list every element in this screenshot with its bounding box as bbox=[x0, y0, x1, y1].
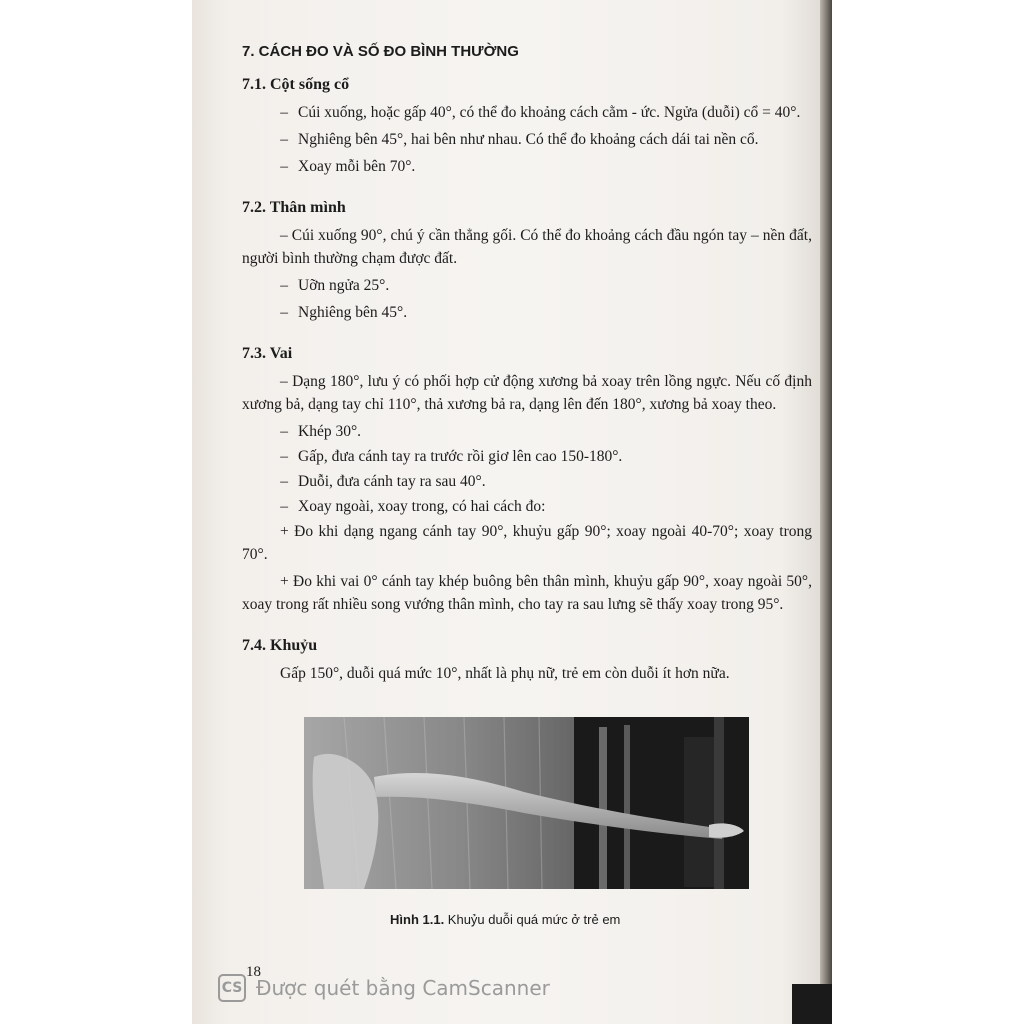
list-item bbox=[242, 274, 812, 297]
list-item-text: Xoay ngoài, xoay trong, có hai cách đo: bbox=[298, 498, 546, 515]
list-item-text: Nghiêng bên 45°. bbox=[298, 304, 408, 321]
camscanner-logo-icon: CS bbox=[218, 974, 246, 1002]
list-dash: – bbox=[280, 104, 288, 121]
list-dash: – bbox=[280, 498, 288, 515]
list-item-text: Khép 30°. bbox=[298, 423, 362, 440]
list-item bbox=[242, 470, 812, 493]
watermark-text: Được quét bằng CamScanner bbox=[256, 976, 550, 1000]
subsection-heading-7-4: 7.4. Khuỷu bbox=[242, 637, 318, 654]
subsection-heading-7-2: 7.2. Thân mình bbox=[242, 199, 346, 216]
page-corner-shadow bbox=[792, 984, 832, 1024]
list-item bbox=[242, 495, 812, 518]
list-item-text: Duỗi, đưa cánh tay ra sau 40°. bbox=[298, 473, 486, 490]
section-heading: 7. CÁCH ĐO VÀ SỐ ĐO BÌNH THƯỜNG bbox=[242, 43, 519, 60]
list-item bbox=[242, 301, 812, 324]
paragraph-plus: + Đo khi vai 0° cánh tay khép buông bên thân mình, khuỷu gấp 90°, xoay ngoài 50°, xoay trong rất nhiều song vướng thân mình, cho tay ra sau lưng sẽ thấy xoay trong 95°. bbox=[242, 573, 812, 613]
subsection-heading-7-1: 7.1. Cột sống cổ bbox=[242, 76, 350, 93]
list-dash: – bbox=[280, 304, 288, 321]
list-dash: – bbox=[280, 158, 288, 175]
figure-caption-label: Hình 1.1. bbox=[390, 912, 445, 927]
list-item-text: Gấp, đưa cánh tay ra trước rồi giơ lên cao 150-180°. bbox=[298, 448, 623, 465]
list-item-text: Xoay mỗi bên 70°. bbox=[298, 158, 416, 175]
paragraph: – Dạng 180°, lưu ý có phối hợp cử động xương bả xoay trên lồng ngực. Nếu cố định xương bả, dạng tay chỉ 110°, thả xương bả ra, dạng lên đến 180°, xương bả xoay theo. bbox=[242, 373, 812, 413]
subsection-heading-7-3: 7.3. Vai bbox=[242, 345, 293, 362]
figure-caption bbox=[390, 912, 620, 927]
paragraph: – Cúi xuống 90°, chú ý cần thẳng gối. Có thể đo khoảng cách đầu ngón tay – nền đất, người bình thường chạm được đất. bbox=[242, 227, 812, 267]
page-spine-shadow bbox=[820, 0, 832, 1024]
list-item bbox=[242, 445, 812, 468]
page-number: 18 bbox=[246, 964, 261, 980]
list-dash: – bbox=[280, 473, 288, 490]
list-item-text: Cúi xuống, hoặc gấp 40°, có thể đo khoảng cách cằm - ức. Ngửa (duỗi) cổ = 40°. bbox=[298, 104, 801, 121]
list-dash: – bbox=[280, 277, 288, 294]
paragraph-plus: + Đo khi dạng ngang cánh tay 90°, khuỷu gấp 90°; xoay ngoài 40-70°; xoay trong 70°. bbox=[242, 523, 812, 563]
list-item bbox=[242, 128, 812, 151]
list-item-text: Uỡn ngửa 25°. bbox=[298, 277, 390, 294]
list-item bbox=[242, 101, 812, 124]
list-item bbox=[242, 155, 812, 178]
camscanner-watermark bbox=[218, 974, 550, 1002]
page-body bbox=[242, 40, 812, 689]
elbow-hyperextension-photo bbox=[304, 717, 749, 889]
list-dash: – bbox=[280, 423, 288, 440]
list-dash: – bbox=[280, 131, 288, 148]
figure-caption-text: Khuỷu duỗi quá mức ở trẻ em bbox=[444, 912, 621, 927]
list-item bbox=[242, 420, 812, 443]
list-item-text: Nghiêng bên 45°, hai bên như nhau. Có thể đo khoảng cách dái tai nền cổ. bbox=[298, 131, 759, 148]
list-dash: – bbox=[280, 448, 288, 465]
paragraph: Gấp 150°, duỗi quá mức 10°, nhất là phụ nữ, trẻ em còn duỗi ít hơn nữa. bbox=[280, 665, 730, 682]
